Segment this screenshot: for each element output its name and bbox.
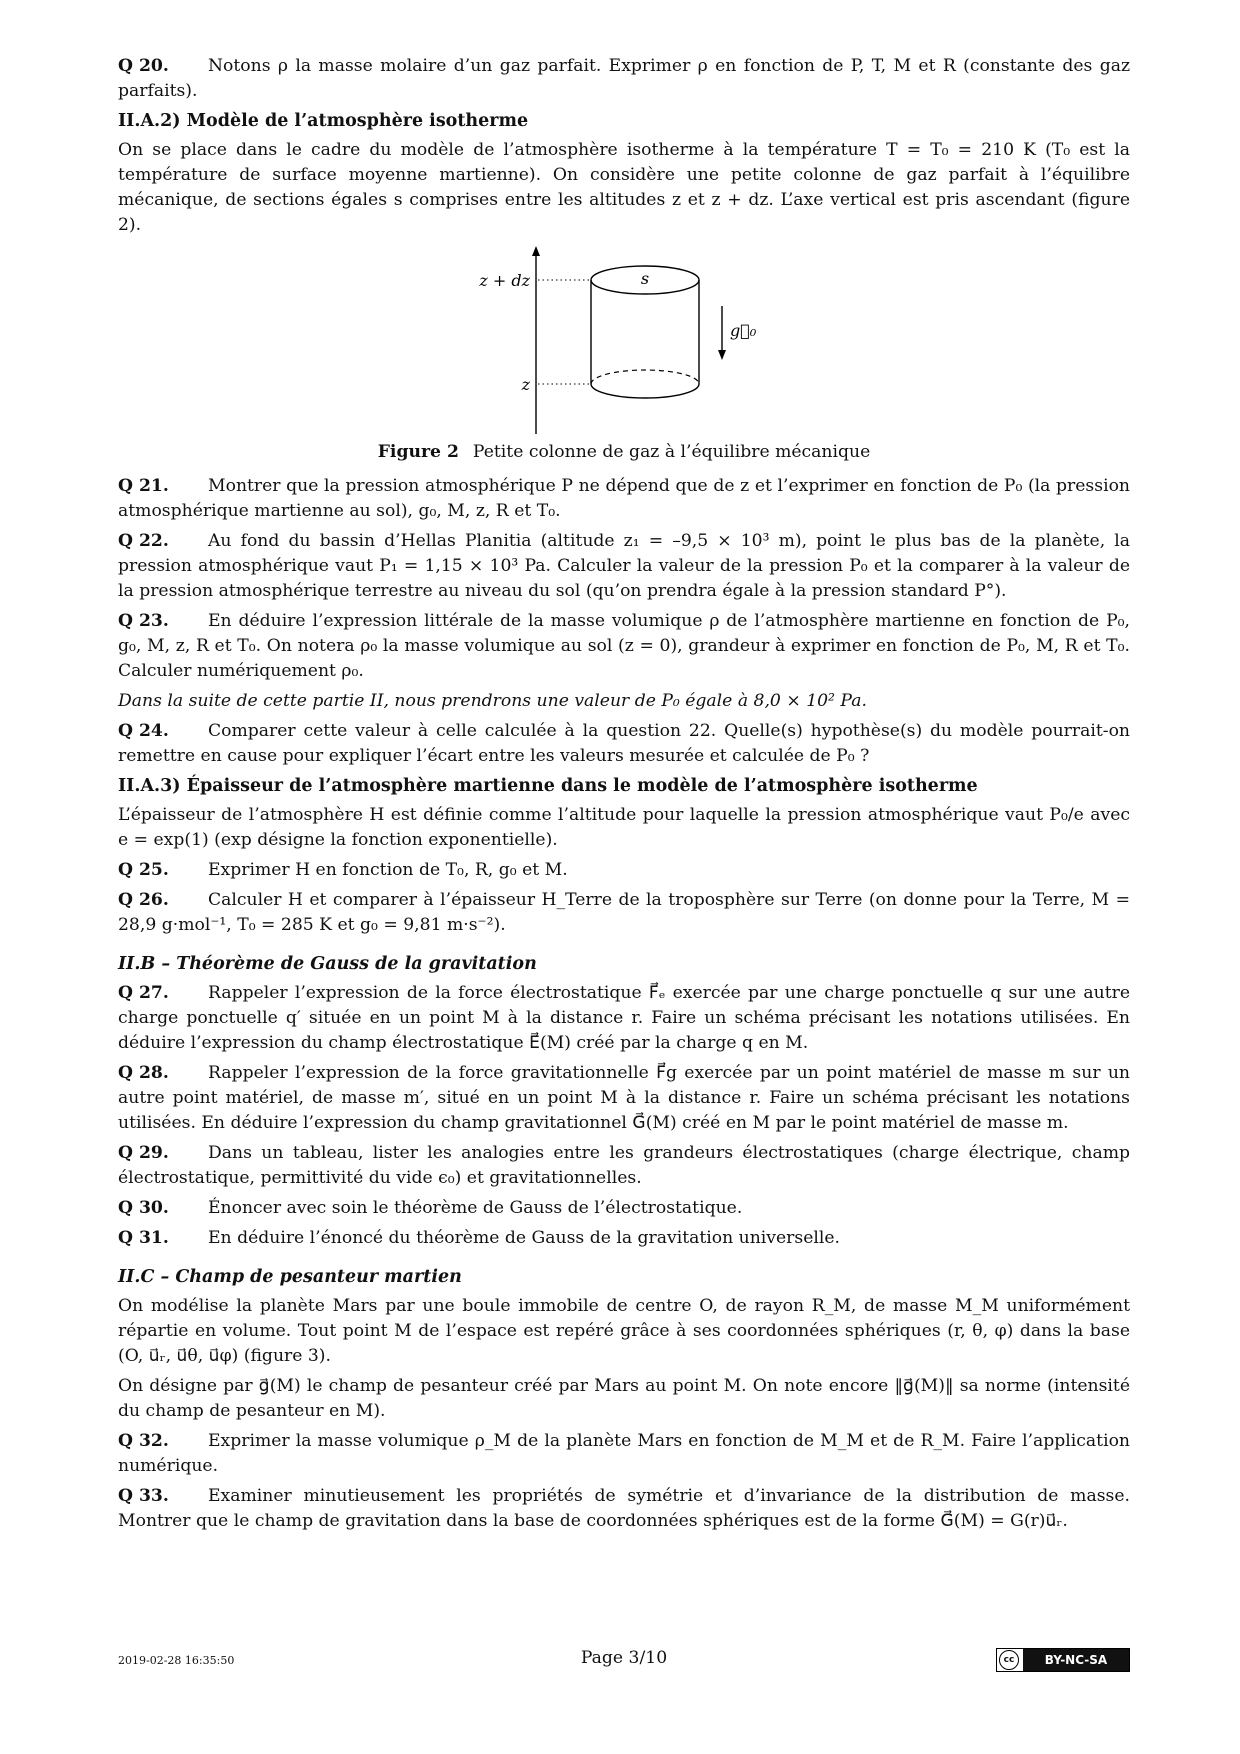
cylinder-bottom-front	[591, 384, 699, 398]
question-23	[118, 609, 1130, 684]
creative-commons-icon: cc	[999, 1650, 1019, 1670]
question-number: Q 20.	[118, 56, 169, 76]
section-heading-iia3: II.A.3) Épaisseur de l’atmosphère martienne dans le modèle de l’atmosphère isotherme	[118, 776, 978, 796]
question-number: Q 24.	[118, 721, 169, 741]
intro-paragraph: On désigne par g⃗(M) le champ de pesanteur créé par Mars au point M. On note encore ‖g⃗(M)‖ sa norme (intensité du champ de pesanteur en M).	[118, 1376, 1130, 1421]
question-text: Rappeler l’expression de la force électrostatique F⃗ₑ exercée par une charge ponctuelle q sur une autre charge ponctuelle q′ située en un point M à la distance r. Faire un schéma précisant les notations utilisées. En déduire l’expression du champ électrostatique E⃗(M) créé par la charge q en M.	[118, 983, 1130, 1053]
cylinder-bottom-back	[591, 370, 699, 384]
question-text: Comparer cette valeur à celle calculée à la question 22. Quelle(s) hypothèse(s) du modèle pourrait-on remettre en cause pour expliquer l’écart entre les valeurs mesurée et calculée de P₀ ?	[118, 721, 1130, 766]
question-number: Q 28.	[118, 1063, 169, 1083]
page-content	[118, 54, 1130, 1539]
question-text: Rappeler l’expression de la force gravitationnelle F⃗g exercée par un point matériel de masse m sur un autre point matériel, de masse m′, situé en un point M à la distance r. Faire un schéma précisant les notations utilisées. En déduire l’expression du champ gravitationnel G⃗(M) créé en M par le point matériel de masse m.	[118, 1063, 1130, 1133]
intro-paragraph: On modélise la planète Mars par une boule immobile de centre O, de rayon R_M, de masse M_M uniformément répartie en volume. Tout point M de l’espace est repéré grâce à ses coordonnées sphériques (r, θ, φ) dans la base (O, u⃗ᵣ, u⃗θ, u⃗φ) (figure 3).	[118, 1296, 1130, 1366]
question-number: Q 33.	[118, 1486, 169, 1506]
question-24	[118, 719, 1130, 769]
question-text: Énoncer avec soin le théorème de Gauss de l’électrostatique.	[208, 1198, 743, 1218]
question-number: Q 30.	[118, 1198, 169, 1218]
section-heading-iic: II.C – Champ de pesanteur martien	[118, 1267, 462, 1287]
question-number: Q 21.	[118, 476, 169, 496]
question-25	[118, 858, 1130, 883]
question-text: Notons ρ la masse molaire d’un gaz parfait. Exprimer ρ en fonction de P, T, M et R (constante des gaz parfaits).	[118, 56, 1130, 101]
question-number: Q 31.	[118, 1228, 169, 1248]
question-30	[118, 1196, 1130, 1221]
question-text: Exprimer H en fonction de T₀, R, g₀ et M.	[208, 860, 568, 880]
page-number: Page 3/10	[580, 1648, 668, 1668]
figure-caption	[118, 442, 1130, 462]
gas-column-diagram	[118, 246, 1130, 436]
question-text: En déduire l’expression littérale de la masse volumique ρ de l’atmosphère martienne en fonction de P₀, g₀, M, z, R et T₀. On notera ρ₀ la masse volumique au sol (z = 0), grandeur à exprimer en fonction de P₀, M, R et T₀. Calculer numériquement ρ₀.	[118, 611, 1130, 681]
question-text: Montrer que la pression atmosphérique P ne dépend que de z et l’exprimer en fonction de P₀ (la pression atmosphérique martienne au sol), g₀, M, z, R et T₀.	[118, 476, 1130, 521]
question-number: Q 25.	[118, 860, 169, 880]
question-text: En déduire l’énoncé du théorème de Gauss de la gravitation universelle.	[208, 1228, 841, 1248]
label-z: z	[521, 375, 530, 394]
section-heading-iia2: II.A.2) Modèle de l’atmosphère isotherme	[118, 111, 529, 131]
question-number: Q 26.	[118, 890, 169, 910]
question-number: Q 27.	[118, 983, 169, 1003]
question-number: Q 22.	[118, 531, 169, 551]
question-33	[118, 1484, 1130, 1534]
question-text: Au fond du bassin d’Hellas Planitia (altitude z₁ = –9,5 × 10³ m), point le plus bas de la planète, la pression atmosphérique vaut P₁ = 1,15 × 10³ Pa. Calculer la valeur de la pression P₀ et la comparer à la valeur de la pression atmosphérique terrestre au niveau du sol (qu’on prendra égale à la pression standard P°).	[118, 531, 1130, 601]
question-number: Q 29.	[118, 1143, 169, 1163]
axis-arrowhead	[532, 246, 540, 256]
intro-paragraph: On se place dans le cadre du modèle de l’atmosphère isotherme à la température T = T₀ = 210 K (T₀ est la température de surface moyenne martienne). On considère une petite colonne de gaz parfait à l’équilibre mécanique, de sections égales s comprises entre les altitudes z et z + dz. L’axe vertical est pris ascendant (figure 2).	[118, 140, 1130, 235]
question-27	[118, 981, 1130, 1056]
note-p0: Dans la suite de cette partie II, nous prendrons une valeur de P₀ égale à 8,0 × 10² Pa.	[118, 691, 867, 711]
question-32	[118, 1429, 1130, 1479]
gravity-arrowhead	[718, 350, 726, 360]
question-28	[118, 1061, 1130, 1136]
question-26	[118, 888, 1130, 938]
question-text: Calculer H et comparer à l’épaisseur H_Terre de la troposphère sur Terre (on donne pour la Terre, M = 28,9 g·mol⁻¹, T₀ = 285 K et g₀ = 9,81 m·s⁻²).	[118, 890, 1130, 935]
page-footer	[118, 1648, 1130, 1678]
intro-paragraph: L’épaisseur de l’atmosphère H est définie comme l’altitude pour laquelle la pression atmosphérique vaut P₀/e avec e = exp(1) (exp désigne la fonction exponentielle).	[118, 805, 1130, 850]
question-21	[118, 474, 1130, 524]
question-text: Dans un tableau, lister les analogies entre les grandeurs électrostatiques (charge électrique, champ électrostatique, permittivité du vide ϵ₀) et gravitationnelles.	[118, 1143, 1130, 1188]
label-section: s	[640, 269, 650, 288]
question-20	[118, 54, 1130, 104]
label-z-dz: z + dz	[479, 271, 530, 290]
license-label: BY-NC-SA	[1023, 1649, 1129, 1671]
timestamp: 2019-02-28 16:35:50	[118, 1654, 235, 1667]
caption-text: Petite colonne de gaz à l’équilibre mécanique	[472, 442, 871, 462]
question-number: Q 23.	[118, 611, 169, 631]
license-badge[interactable]	[996, 1648, 1130, 1672]
label-g0: g⃗₀	[730, 321, 757, 340]
question-31	[118, 1226, 1130, 1251]
question-text: Examiner minutieusement les propriétés de symétrie et d’invariance de la distribution de masse. Montrer que le champ de gravitation dans la base de coordonnées sphériques est de la forme G⃗(M) = G(r)u⃗ᵣ.	[118, 1486, 1130, 1531]
question-22	[118, 529, 1130, 604]
question-number: Q 32.	[118, 1431, 169, 1451]
question-text: Exprimer la masse volumique ρ_M de la planète Mars en fonction de M_M et de R_M. Faire l’application numérique.	[118, 1431, 1130, 1476]
question-29	[118, 1141, 1130, 1191]
section-heading-iib: II.B – Théorème de Gauss de la gravitation	[118, 954, 537, 974]
figure-2	[118, 246, 1130, 436]
caption-number: Figure 2	[377, 442, 459, 462]
